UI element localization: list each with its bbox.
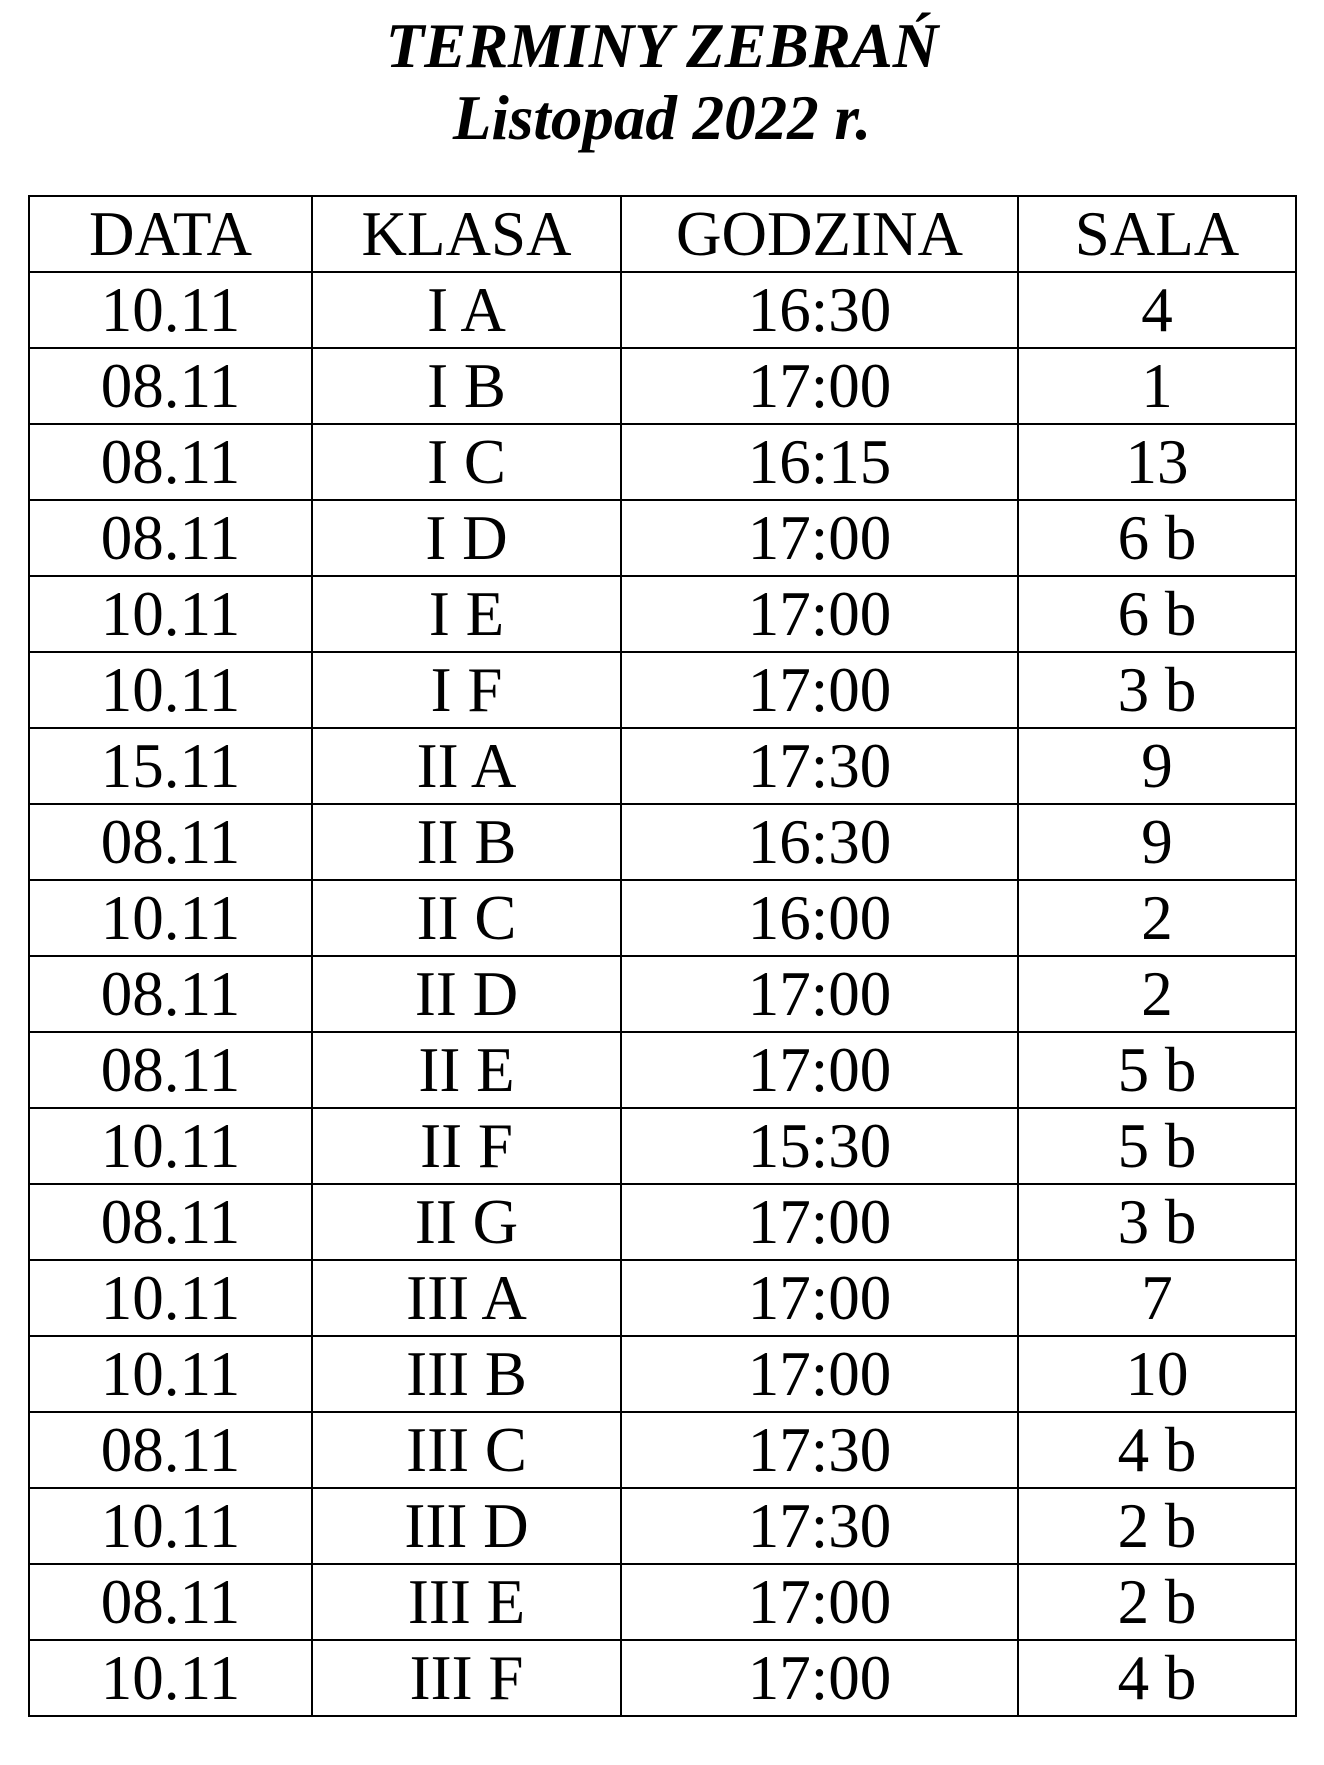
cell-date: 10.11 xyxy=(29,1260,312,1336)
cell-date: 08.11 xyxy=(29,956,312,1032)
table-row xyxy=(29,1336,1296,1412)
table-row xyxy=(29,576,1296,652)
cell-date: 10.11 xyxy=(29,576,312,652)
cell-time: 17:00 xyxy=(621,956,1018,1032)
cell-time: 16:30 xyxy=(621,804,1018,880)
cell-date: 08.11 xyxy=(29,1032,312,1108)
cell-class: III D xyxy=(312,1488,621,1564)
cell-time: 17:30 xyxy=(621,1488,1018,1564)
cell-class: II C xyxy=(312,880,621,956)
cell-date: 10.11 xyxy=(29,272,312,348)
table-row xyxy=(29,348,1296,424)
table-header xyxy=(29,196,1296,272)
cell-time: 17:00 xyxy=(621,1640,1018,1716)
table-row xyxy=(29,500,1296,576)
meetings-table xyxy=(28,195,1297,1717)
table-row xyxy=(29,1108,1296,1184)
cell-class: III C xyxy=(312,1412,621,1488)
cell-time: 16:15 xyxy=(621,424,1018,500)
cell-date: 08.11 xyxy=(29,424,312,500)
cell-class: II F xyxy=(312,1108,621,1184)
header-row xyxy=(29,196,1296,272)
table-row xyxy=(29,1032,1296,1108)
cell-class: II E xyxy=(312,1032,621,1108)
cell-room: 5 b xyxy=(1018,1108,1296,1184)
cell-class: I D xyxy=(312,500,621,576)
table-row xyxy=(29,424,1296,500)
cell-date: 08.11 xyxy=(29,1184,312,1260)
cell-room: 3 b xyxy=(1018,652,1296,728)
table-row xyxy=(29,1412,1296,1488)
cell-room: 9 xyxy=(1018,728,1296,804)
header-room: SALA xyxy=(1018,196,1296,272)
cell-room: 6 b xyxy=(1018,500,1296,576)
cell-room: 2 b xyxy=(1018,1488,1296,1564)
cell-time: 17:00 xyxy=(621,576,1018,652)
cell-date: 10.11 xyxy=(29,880,312,956)
cell-time: 17:00 xyxy=(621,652,1018,728)
cell-time: 17:30 xyxy=(621,1412,1018,1488)
cell-class: III E xyxy=(312,1564,621,1640)
table-row xyxy=(29,880,1296,956)
cell-date: 08.11 xyxy=(29,1412,312,1488)
cell-room: 4 xyxy=(1018,272,1296,348)
table-body xyxy=(29,272,1296,1716)
cell-time: 17:00 xyxy=(621,1032,1018,1108)
document-header xyxy=(0,0,1324,154)
cell-room: 2 xyxy=(1018,956,1296,1032)
cell-date: 10.11 xyxy=(29,652,312,728)
cell-date: 08.11 xyxy=(29,500,312,576)
cell-class: III B xyxy=(312,1336,621,1412)
cell-room: 1 xyxy=(1018,348,1296,424)
cell-class: I A xyxy=(312,272,621,348)
cell-room: 3 b xyxy=(1018,1184,1296,1260)
table-row xyxy=(29,804,1296,880)
cell-class: II D xyxy=(312,956,621,1032)
cell-time: 16:00 xyxy=(621,880,1018,956)
cell-date: 08.11 xyxy=(29,348,312,424)
table-row xyxy=(29,1488,1296,1564)
cell-date: 10.11 xyxy=(29,1108,312,1184)
cell-room: 2 xyxy=(1018,880,1296,956)
table-row xyxy=(29,1640,1296,1716)
cell-class: I E xyxy=(312,576,621,652)
page-subtitle: Listopad 2022 r. xyxy=(452,83,872,153)
table-row xyxy=(29,1564,1296,1640)
cell-class: II A xyxy=(312,728,621,804)
cell-class: I B xyxy=(312,348,621,424)
cell-room: 2 b xyxy=(1018,1564,1296,1640)
cell-class: III F xyxy=(312,1640,621,1716)
page-title: TERMINY ZEBRAŃ xyxy=(385,11,939,81)
cell-time: 17:00 xyxy=(621,1336,1018,1412)
cell-time: 15:30 xyxy=(621,1108,1018,1184)
table-row xyxy=(29,956,1296,1032)
cell-date: 10.11 xyxy=(29,1336,312,1412)
header-date: DATA xyxy=(29,196,312,272)
cell-room: 9 xyxy=(1018,804,1296,880)
cell-room: 10 xyxy=(1018,1336,1296,1412)
table-row xyxy=(29,728,1296,804)
cell-class: II B xyxy=(312,804,621,880)
cell-class: II G xyxy=(312,1184,621,1260)
table-row xyxy=(29,1260,1296,1336)
cell-room: 6 b xyxy=(1018,576,1296,652)
cell-time: 17:00 xyxy=(621,500,1018,576)
cell-date: 08.11 xyxy=(29,804,312,880)
cell-time: 17:00 xyxy=(621,1184,1018,1260)
cell-time: 17:00 xyxy=(621,1564,1018,1640)
cell-date: 10.11 xyxy=(29,1640,312,1716)
table-row xyxy=(29,652,1296,728)
cell-room: 13 xyxy=(1018,424,1296,500)
cell-class: I F xyxy=(312,652,621,728)
cell-date: 10.11 xyxy=(29,1488,312,1564)
cell-class: I C xyxy=(312,424,621,500)
cell-time: 17:00 xyxy=(621,348,1018,424)
cell-room: 5 b xyxy=(1018,1032,1296,1108)
cell-room: 7 xyxy=(1018,1260,1296,1336)
cell-time: 17:00 xyxy=(621,1260,1018,1336)
header-class: KLASA xyxy=(312,196,621,272)
header-time: GODZINA xyxy=(621,196,1018,272)
cell-room: 4 b xyxy=(1018,1412,1296,1488)
cell-class: III A xyxy=(312,1260,621,1336)
table-row xyxy=(29,1184,1296,1260)
cell-date: 15.11 xyxy=(29,728,312,804)
cell-date: 08.11 xyxy=(29,1564,312,1640)
cell-time: 17:30 xyxy=(621,728,1018,804)
table-row xyxy=(29,272,1296,348)
cell-room: 4 b xyxy=(1018,1640,1296,1716)
cell-time: 16:30 xyxy=(621,272,1018,348)
